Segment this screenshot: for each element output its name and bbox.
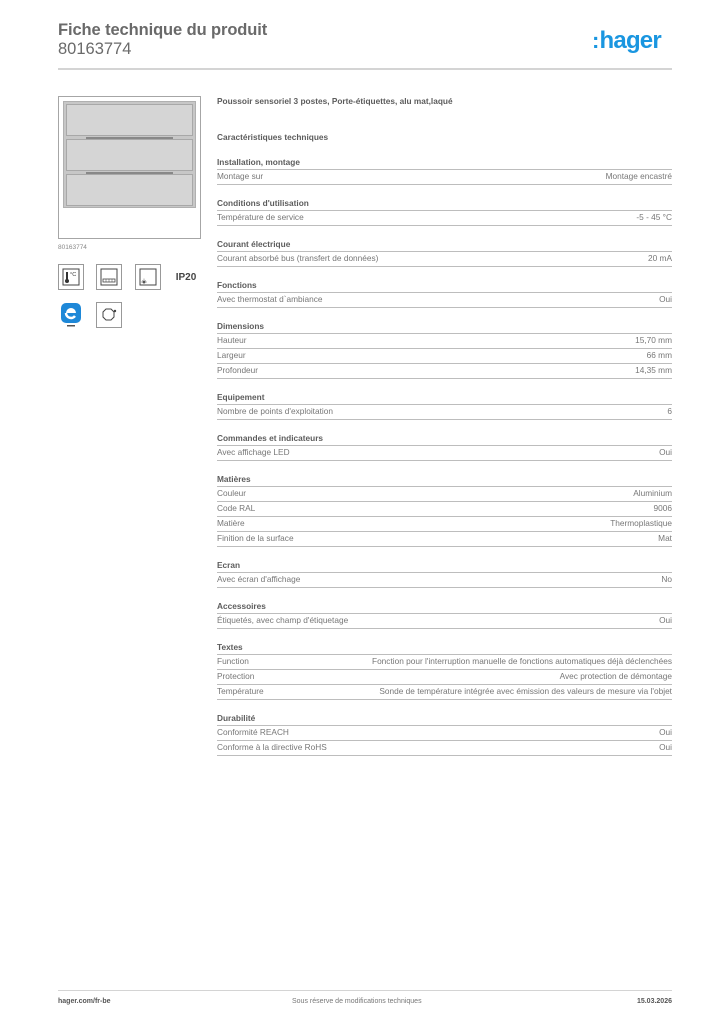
spec-row [217,614,672,629]
spec-row [217,446,672,461]
spec-value: 14,35 mm [635,365,672,375]
section-title: Installation, montage [217,157,672,170]
spec-section [217,474,672,547]
section-title: Textes [217,642,672,655]
spec-value: No [661,574,672,584]
spec-value: 9006 [653,503,672,513]
spec-value: 6 [667,406,672,416]
spec-label: Conforme à la directive RoHS [217,742,327,752]
spec-section [217,601,672,629]
octagon-connector-icon [96,302,122,328]
spec-value: 15,70 mm [635,335,672,345]
spec-value: Oui [659,294,672,304]
hager-logo[interactable] [592,28,661,54]
spec-section [217,433,672,461]
spec-row [217,405,672,420]
spec-value: Aluminium [633,488,672,498]
disclaimer: Sous réserve de modifications techniques [292,998,422,1005]
page-title: Fiche technique du produit [58,21,268,39]
document-date: 15.03.2026 [636,998,672,1005]
section-title: Courant électrique [217,239,672,252]
svg-text:°C: °C [70,272,77,278]
section-title: Durabilité [217,713,672,726]
spec-row [217,293,672,308]
spec-label: Température de service [217,212,304,222]
characteristics-title: Caractéristiques techniques [217,132,329,142]
spec-row [217,655,672,670]
footer-divider [58,990,672,991]
spec-row [217,211,672,226]
header-divider [58,68,672,70]
spec-label: Largeur [217,350,246,360]
spec-label: Profondeur [217,365,259,375]
spec-label: Protection [217,671,255,681]
spec-row [217,349,672,364]
spec-label: Étiquetés, avec champ d'étiquetage [217,615,349,625]
spec-label: Function [217,656,249,666]
spec-value: Avec protection de démontage [559,671,672,681]
light-sensor-icon [135,264,161,290]
characteristics-sections [217,157,672,756]
spec-row [217,252,672,267]
spec-value: 20 mA [648,253,672,263]
spec-label: Avec thermostat d`ambiance [217,294,323,304]
spec-value: Oui [659,727,672,737]
section-title: Accessoires [217,601,672,614]
spec-label: Conformité REACH [217,727,289,737]
website-link[interactable]: hager.com/fr-be [58,998,111,1005]
spec-value: Oui [659,615,672,625]
spec-label: Couleur [217,488,247,498]
spec-value: Fonction pour l'interruption manuelle de fonctions automatiques déjà déclenchées [372,656,673,666]
spec-row [217,170,672,185]
label-strip-1 [86,137,173,139]
spec-value: Sonde de température intégrée avec émission des valeurs de mesure via l'objet [379,686,672,696]
spec-row [217,364,672,379]
image-caption: 80163774 [58,244,87,251]
spec-row [217,726,672,741]
product-description: Poussoir sensoriel 3 postes, Porte-étiquettes, alu mat,laqué [217,96,453,106]
spec-row [217,487,672,502]
spec-label: Température [217,686,264,696]
ip-rating-icon [173,264,199,290]
spec-section [217,239,672,267]
logo-text: hager [599,27,661,54]
spec-label: Nombre de points d'exploitation [217,406,333,416]
spec-row [217,502,672,517]
spec-value: Montage encastré [605,171,672,181]
spec-value: Oui [659,447,672,457]
spec-section [217,157,672,185]
spec-row [217,532,672,547]
section-title: Commandes et indicateurs [217,433,672,446]
spec-row [217,334,672,349]
page-header [58,21,672,59]
section-title: Fonctions [217,280,672,293]
spec-label: Hauteur [217,335,247,345]
spec-label: Courant absorbé bus (transfert de données) [217,253,379,263]
section-title: Equipement [217,392,672,405]
section-title: Ecran [217,560,672,573]
section-title: Dimensions [217,321,672,334]
spec-label: Code RAL [217,503,256,513]
spec-section [217,392,672,420]
spec-section [217,560,672,588]
spec-section [217,198,672,226]
label-strip-2 [86,172,173,174]
main-content [217,96,672,756]
thermometer-celsius-icon [58,264,84,290]
switch-frame [63,101,196,208]
spec-row [217,670,672,685]
spec-section [217,642,672,700]
spec-section [217,280,672,308]
spec-label: Avec écran d'affichage [217,574,301,584]
ip-rating-label: IP20 [175,271,197,283]
product-image [58,96,201,239]
display-panel-icon [96,264,122,290]
spec-value: Thermoplastique [610,518,672,528]
section-title: Matières [217,474,672,487]
spec-value: Mat [658,533,672,543]
rocker-2 [66,139,193,171]
spec-row [217,573,672,588]
rocker-3 [66,174,193,206]
spec-label: Matière [217,518,245,528]
spec-section [217,713,672,756]
spec-label: Avec affichage LED [217,447,290,457]
hager-e-app-icon [58,302,84,328]
spec-value: 66 mm [646,350,672,360]
spec-row [217,741,672,756]
spec-label: Montage sur [217,171,264,181]
product-sku: 80163774 [58,40,132,58]
spec-row [217,517,672,532]
spec-label: Finition de la surface [217,533,294,543]
spec-value: -5 - 45 °C [636,212,672,222]
section-title: Conditions d'utilisation [217,198,672,211]
spec-section [217,321,672,379]
logo-mark: : [592,28,599,53]
rocker-1 [66,104,193,136]
spec-value: Oui [659,742,672,752]
spec-row [217,685,672,700]
